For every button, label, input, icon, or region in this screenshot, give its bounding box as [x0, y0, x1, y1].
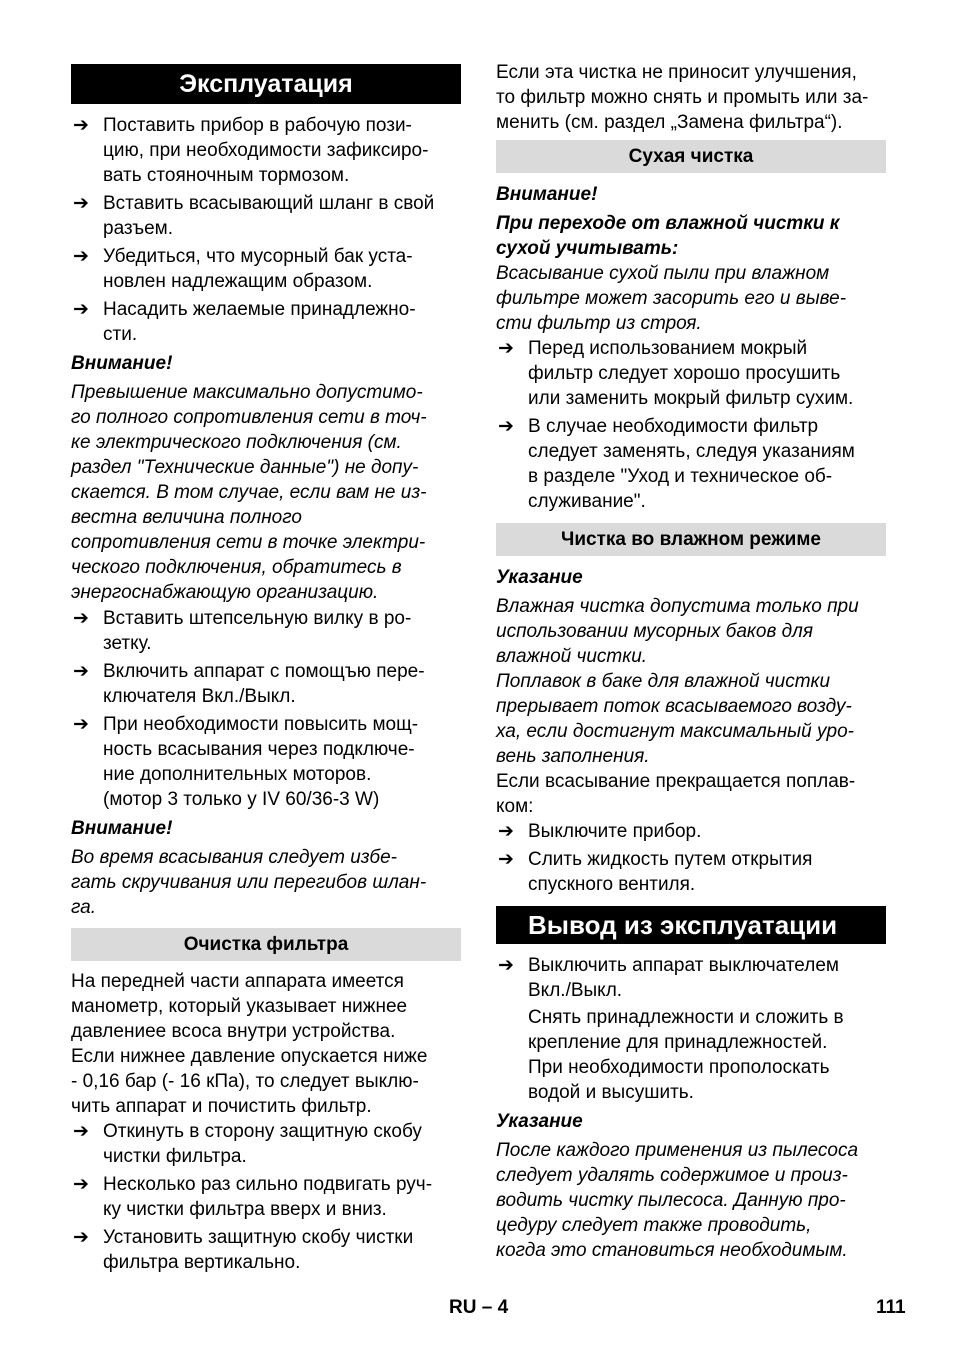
list-item-text: Вставить всасывающий шланг в свой разъем. — [103, 193, 435, 239]
list-item-text: Поставить прибор в рабочую пози- цию, при необходимости зафиксиро- вать стояночным тормозом. — [103, 115, 429, 186]
arrow-right-icon: ➔ — [498, 849, 514, 870]
arrow-right-icon: ➔ — [73, 299, 89, 320]
attention-text: Во время всасывания следует избе- гать скручивания или перегибов шлан- га. — [71, 847, 427, 918]
arrow-right-icon: ➔ — [73, 193, 89, 214]
arrow-right-icon: ➔ — [73, 115, 89, 136]
list-item-text: При необходимости повысить мощ- ность всасывания через подключе- ние дополнительных моторов. (мотор 3 только у IV 60/36-3 W) — [103, 714, 419, 810]
arrow-right-icon: ➔ — [498, 821, 514, 842]
attention-text: Превышение максимально допустимо- го полного сопротивления сети в точ- ке электрического подключения (см. раздел "Технические данные") не допу- скается. В том случае, если вам не из- вестна величина полного сопротивления сети в точке электри- ческого подключения, обратитесь в энергоснабжающую организацию. — [71, 382, 427, 603]
list-item — [71, 1119, 461, 1169]
wet-text: Если всасывание прекращается поплав- ком: — [496, 771, 856, 817]
bullet-list-4 — [496, 336, 886, 514]
list-item — [496, 414, 886, 514]
list-item-text: Убедиться, что мусорный бак уста- новлен надлежащим образом. — [103, 246, 413, 292]
attention-title: Внимание! — [71, 353, 173, 374]
left-column — [71, 60, 461, 1275]
list-item — [496, 336, 886, 411]
list-item-text: Выключите прибор. — [528, 821, 702, 842]
note-text: Влажная чистка допустима только при использовании мусорных баков для влажной чистки. Поплавок в баке для влажной чистки прерывает поток всасываемого возду- ха, если достигнут максимальный уро- вень заполнения. — [496, 596, 859, 767]
arrow-right-icon: ➔ — [498, 338, 514, 359]
list-item-text: Включить аппарат с помощъю пере- ключателя Вкл./Выкл. — [103, 661, 425, 707]
attention-title: Внимание! — [496, 184, 598, 205]
list-item — [71, 1225, 461, 1275]
list-item — [71, 659, 461, 709]
section-title-decommissioning: Вывод из эксплуатации — [496, 906, 886, 944]
section-title-filter-cleaning: Очистка фильтра — [71, 928, 461, 961]
arrow-right-icon: ➔ — [498, 416, 514, 437]
attention-title: Внимание! — [71, 818, 173, 839]
list-item-text: Перед использованием мокрый фильтр следует хорошо просушить или заменить мокрый фильтр сухим. — [528, 338, 854, 409]
bullet-list-6 — [496, 953, 886, 1003]
list-item — [71, 191, 461, 241]
arrow-right-icon: ➔ — [73, 608, 89, 629]
footer-language-page: RU – 4 — [449, 1297, 509, 1318]
arrow-right-icon: ➔ — [73, 1121, 89, 1142]
arrow-right-icon: ➔ — [73, 1227, 89, 1248]
right-column — [496, 60, 886, 1263]
list-item — [71, 244, 461, 294]
note-text: После каждого применения из пылесоса следует удалять содержимое и произ- водить чистку пылесоса. Данную про- цедуру следует также проводить, когда это становиться необходимым. — [496, 1140, 859, 1261]
bullet-list-1 — [71, 113, 461, 347]
list-item-text: Насадить желаемые принадлежно- сти. — [103, 299, 416, 345]
section-title-operation: Эксплуатация — [71, 64, 461, 104]
list-item-text: Вставить штепсельную вилку в ро- зетку. — [103, 608, 412, 654]
note-title: Указание — [496, 567, 583, 588]
intro-text: Если эта чистка не приносит улучшения, то фильтр можно снять и промыть или за- менить (см. раздел „Замена фильтра“). — [496, 62, 869, 133]
attention-text: Всасывание сухой пыли при влажном фильтре может засорить его и выве- сти фильтр из строя. — [496, 263, 847, 334]
list-item-text: Несколько раз сильно подвигать руч- ку чистки фильтра вверх и вниз. — [103, 1174, 433, 1220]
list-item — [496, 819, 886, 844]
list-item — [71, 297, 461, 347]
arrow-right-icon: ➔ — [73, 661, 89, 682]
list-item-text: Установить защитную скобу чистки фильтра вертикально. — [103, 1227, 414, 1273]
note-title: Указание — [496, 1111, 583, 1132]
list-item-text: Откинуть в сторону защитную скобу чистки фильтра. — [103, 1121, 422, 1167]
arrow-right-icon: ➔ — [498, 955, 514, 976]
bullet-list-5 — [496, 819, 886, 897]
attention-subtitle: При переходе от влажной чистки к сухой учитывать: — [496, 213, 840, 259]
bullet-list-3 — [71, 1119, 461, 1275]
list-item-text: Выключить аппарат выключателем Вкл./Выкл. — [528, 955, 839, 1001]
bullet-list-2 — [71, 606, 461, 812]
list-item — [71, 1172, 461, 1222]
decom-indent-text: Снять принадлежности и сложить в крепление для принадлежностей. При необходимости прополоскать водой и высушить. — [528, 1007, 844, 1103]
filter-text: На передней части аппарата имеется манометр, который указывает нижнее давлениее всоса внутри устройства. Если нижнее давление опускается ниже - 0,16 бар (- 16 кПа), то следует выклю- чить аппарат и почистить фильтр. — [71, 971, 428, 1117]
list-item-text: В случае необходимости фильтр следует заменять, следуя указаниям в разделе "Уход и техническое об- служивание". — [528, 416, 855, 512]
list-item-text: Слить жидкость путем открытия спускного вентиля. — [528, 849, 813, 895]
list-item — [496, 953, 886, 1003]
section-title-wet-cleaning: Чистка во влажном режиме — [496, 523, 886, 556]
arrow-right-icon: ➔ — [73, 714, 89, 735]
arrow-right-icon: ➔ — [73, 1174, 89, 1195]
list-item — [71, 113, 461, 188]
list-item — [71, 712, 461, 812]
list-item — [71, 606, 461, 656]
section-title-dry-cleaning: Сухая чистка — [496, 140, 886, 173]
arrow-right-icon: ➔ — [73, 246, 89, 267]
list-item — [496, 847, 886, 897]
page-number: 111 — [876, 1297, 906, 1318]
